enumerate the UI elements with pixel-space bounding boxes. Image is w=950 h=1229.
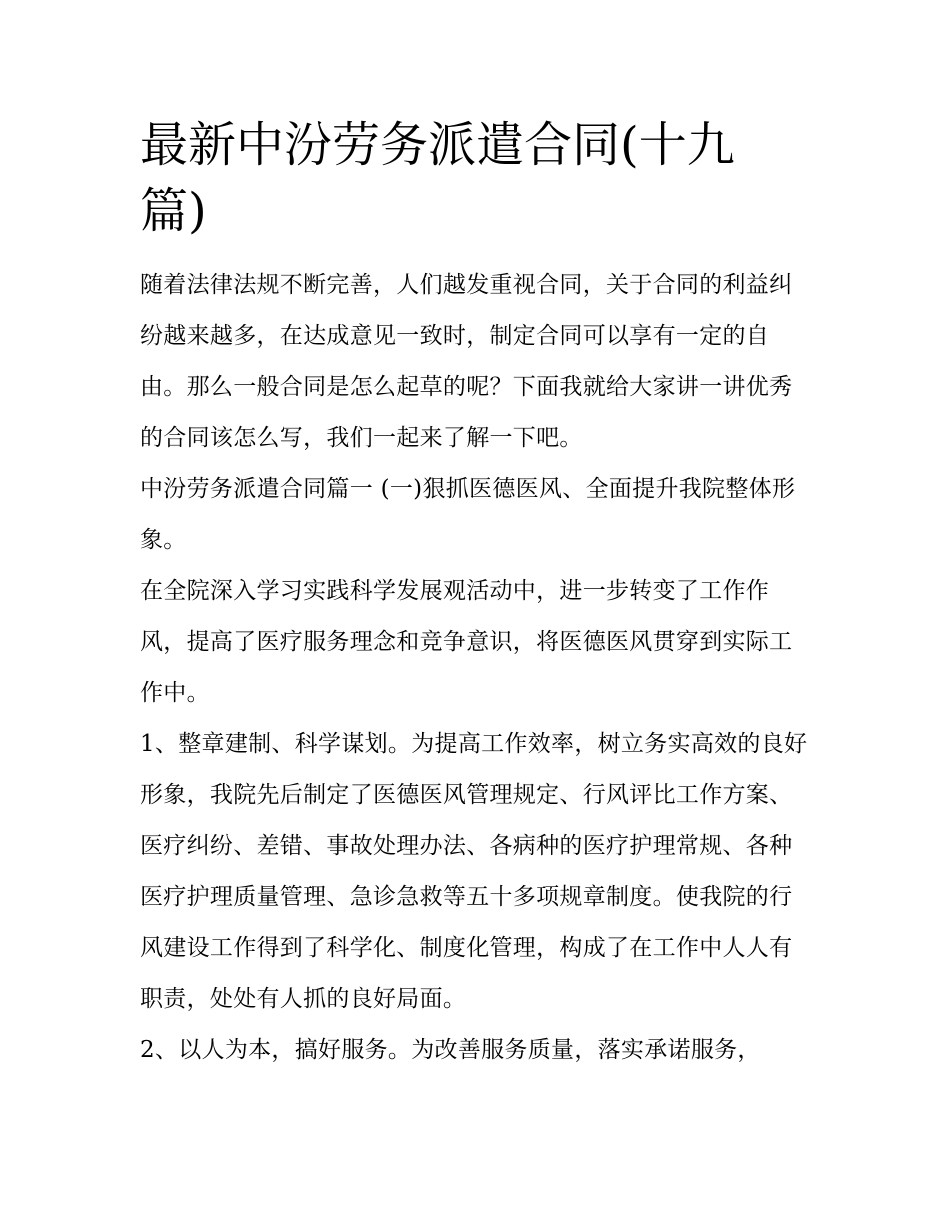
paragraph-intro: 随着法律法规不断完善，人们越发重视合同，关于合同的利益纠纷越来越多，在达成意见一致时，制定合同可以享有一定的自由。那么一般合同是怎么起草的呢？下面我就给大家讲一讲优秀的合同该怎么写，我们一起来了解一下吧。 <box>140 272 793 451</box>
paragraph-section-heading: 中汾劳务派遣合同篇一 (一)狠抓医德医风、全面提升我院整体形象。 <box>140 476 796 553</box>
document-title: 最新中汾劳务派遣合同(十九篇) <box>140 117 735 239</box>
document-page <box>140 112 815 1076</box>
paragraph-item-1: 1、整章建制、科学谋划。为提高工作效率，树立务实高效的良好形象，我院先后制定了医德医风管理规定、行风评比工作方案、医疗纠纷、差错、事故处理办法、各病种的医疗护理常规、各种医疗护理质量管理、急诊急救等五十多项规章制度。使我院的行风建设工作得到了科学化、制度化管理，构成了在工作中人人有职责，处处有人抓的良好局面。 <box>140 731 808 1012</box>
paragraph-body-1: 在全院深入学习实践科学发展观活动中，进一步转变了工作作风，提高了医疗服务理念和竞争意识，将医德医风贯穿到实际工作中。 <box>140 578 793 706</box>
paragraph-item-2: 2、以人为本，搞好服务。为改善服务质量，落实承诺服务， <box>140 1037 761 1063</box>
